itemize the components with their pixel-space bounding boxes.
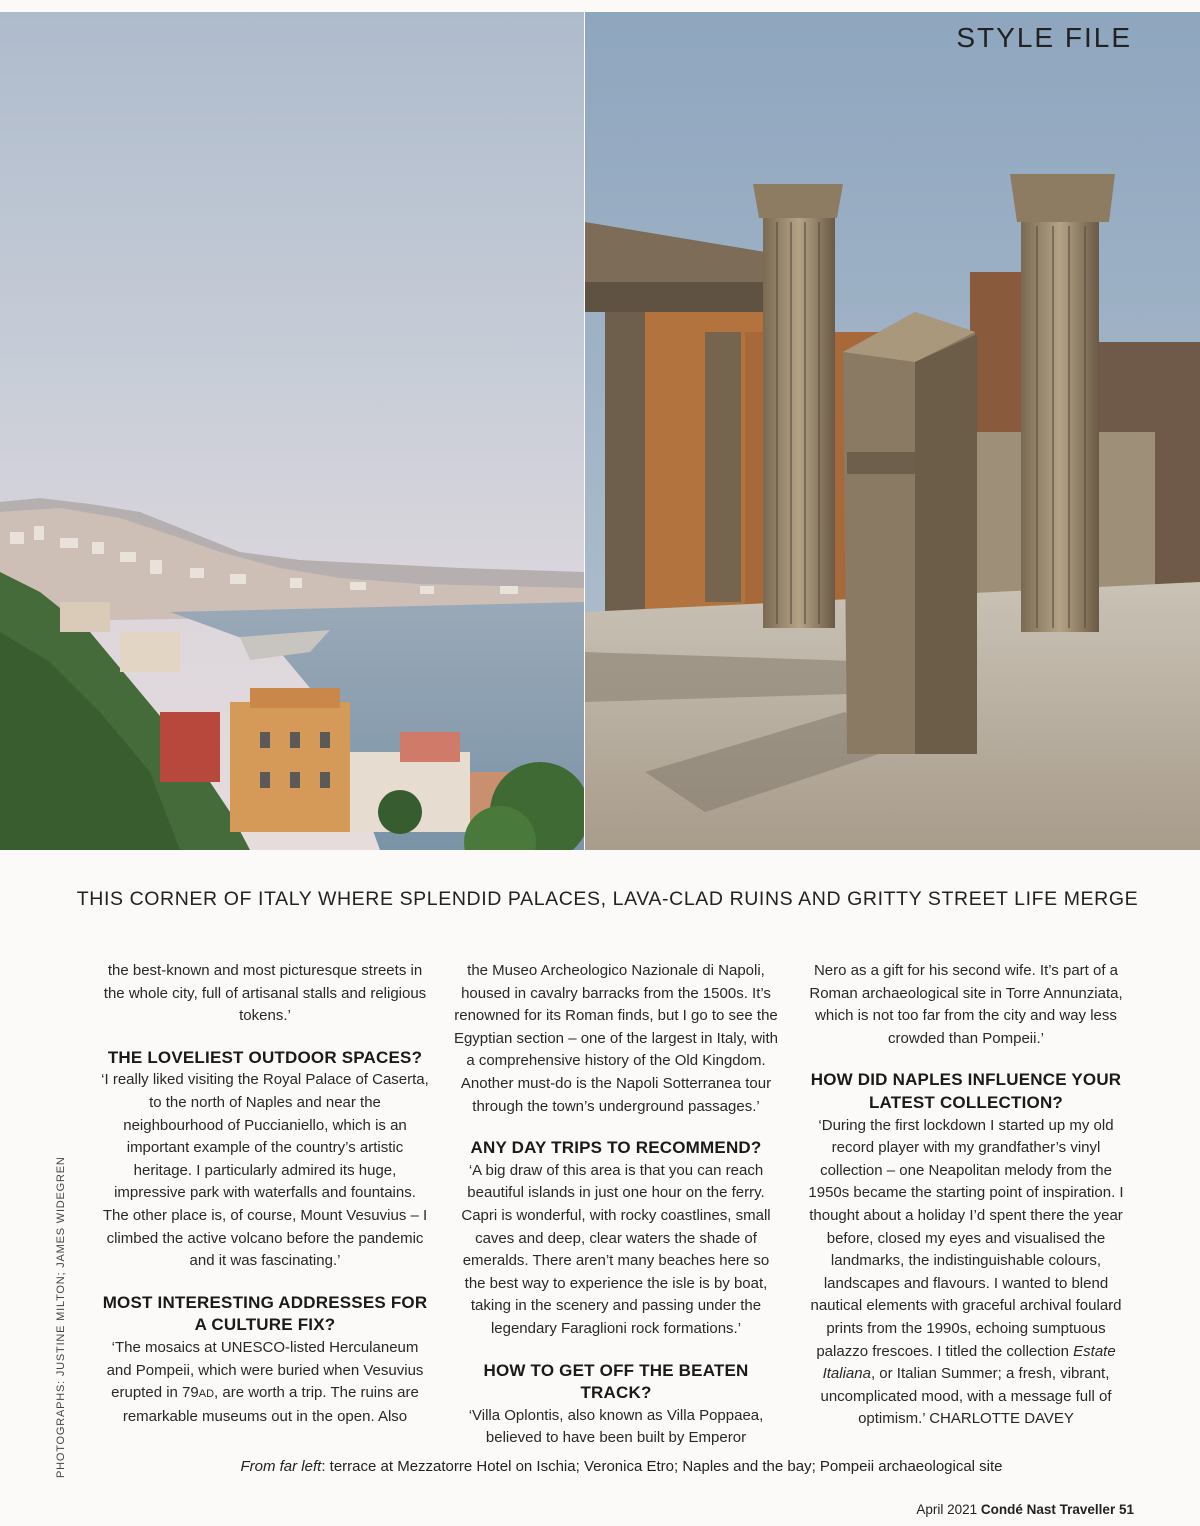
article-column-3 [801,960,1131,1431]
column-3-intro: Nero as a gift for his second wife. It’s part of a Roman archaeological site in Torre Annunziata, which is not too far from the city and way less crowded than Pompeii.’ [809,962,1123,1047]
question-culture-fix: MOST INTERESTING ADDRESSES FOR A CULTURE FIX? [102,1292,428,1335]
pompeii-ruins-photo [585,12,1200,850]
answer-outdoor-spaces: ‘I really liked visiting the Royal Palace of Caserta, to the north of Naples and near the neighbourhood of Puccianiello, which is an important example of the country’s artistic heritage. I particularly admired its huge, impressive park with waterfalls and fountains. The other place is, of course, Mount Vesuvius – I climbed the active volcano before the pandemic and it was fascinating.’ [101,1071,429,1270]
article-headline: THIS CORNER OF ITALY WHERE SPLENDID PALACES, LAVA-CLAD RUINS AND GRITTY STREET LIFE MERGE [76,888,1139,910]
page-folio [916,1502,1134,1517]
answer-day-trips: ‘A big draw of this area is that you can reach beautiful islands in just one hour on the ferry. Capri is wonderful, with rocky coastlines, small caves and deep, clear waters the shade of emeralds. There aren’t many beaches here so the best way to experience the isle is by boat, taking in the scenery and passing under the legendary Faraglioni rock formations.’ [461,1161,771,1337]
page-number: 51 [1118,1502,1134,1517]
section-tag: STYLE FILE [956,22,1132,53]
column-1-intro: the best-known and most picturesque streets in the whole city, full of artisanal stalls and religious tokens.’ [103,962,427,1025]
answer-beaten-track: ‘Villa Oplontis, also known as Villa Poppaea, believed to have been built by Emperor [468,1406,764,1447]
magazine-name: Condé Nast Traveller [980,1502,1116,1517]
question-day-trips: ANY DAY TRIPS TO RECOMMEND? [470,1138,762,1158]
answer-culture-fix: ‘The mosaics at UNESCO-listed Herculaneum and Pompeii, which were buried when Vesuvius erupted in 79AD, are worth a trip. The ruins are remarkable museums out in the open. Also [106,1338,424,1425]
caption-text: : terrace at Mezzatorre Hotel on Ischia; Veronica Etro; Naples and the bay; Pompeii archaeological site [321,1458,1003,1475]
era-label: AD [198,1388,215,1401]
photo-credit: PHOTOGRAPHS: JUSTINE MILTON; JAMES WIDEGREN [55,1156,67,1478]
question-outdoor-spaces: THE LOVELIEST OUTDOOR SPACES? [107,1047,423,1067]
article-column-2 [451,960,781,1450]
collection-title: Estate Italiana [822,1342,1116,1383]
answer-collection-influence: ‘During the first lockdown I started up my old record player with my grandfather’s vinyl collection – one Neapolitan melody from the 1950s became the starting point of inspiration. I thought about a holiday I’d spent there the year before, closed my eyes and visualised the landmarks, the indistinguishable colours, landscapes and flavours. I wanted to blend nautical elements with graceful archival foulard prints from the 1990s, echoing sumptuous palazzo frescoes. I titled the collection Estate Italiana, or Italian Summer; a fresh, vibrant, uncomplicated mood, with a message full of optimism.’ CHARLOTTE DAVEY [808,1116,1124,1428]
column-2-intro: the Museo Archeologico Nazionale di Napoli, housed in cavalry barracks from the 1500s. It’s renowned for its Roman finds, but I go to see the Egyptian section – one of the largest in Italy, with a comprehensive history of the Old Kingdom. Another must-do is the Napoli Sotterranea tour through the town’s underground passages.’ [453,962,779,1115]
question-beaten-track: HOW TO GET OFF THE BEATEN TRACK? [483,1360,749,1403]
article-column-1 [100,960,430,1428]
question-collection-influence: HOW DID NAPLES INFLUENCE YOUR LATEST COLLECTION? [810,1070,1122,1112]
naples-bay-photo [0,12,584,850]
issue-date: April 2021 [916,1502,978,1517]
photo-caption [0,1458,1200,1475]
caption-lead: From far left [240,1458,322,1475]
byline: CHARLOTTE DAVEY [929,1410,1074,1428]
